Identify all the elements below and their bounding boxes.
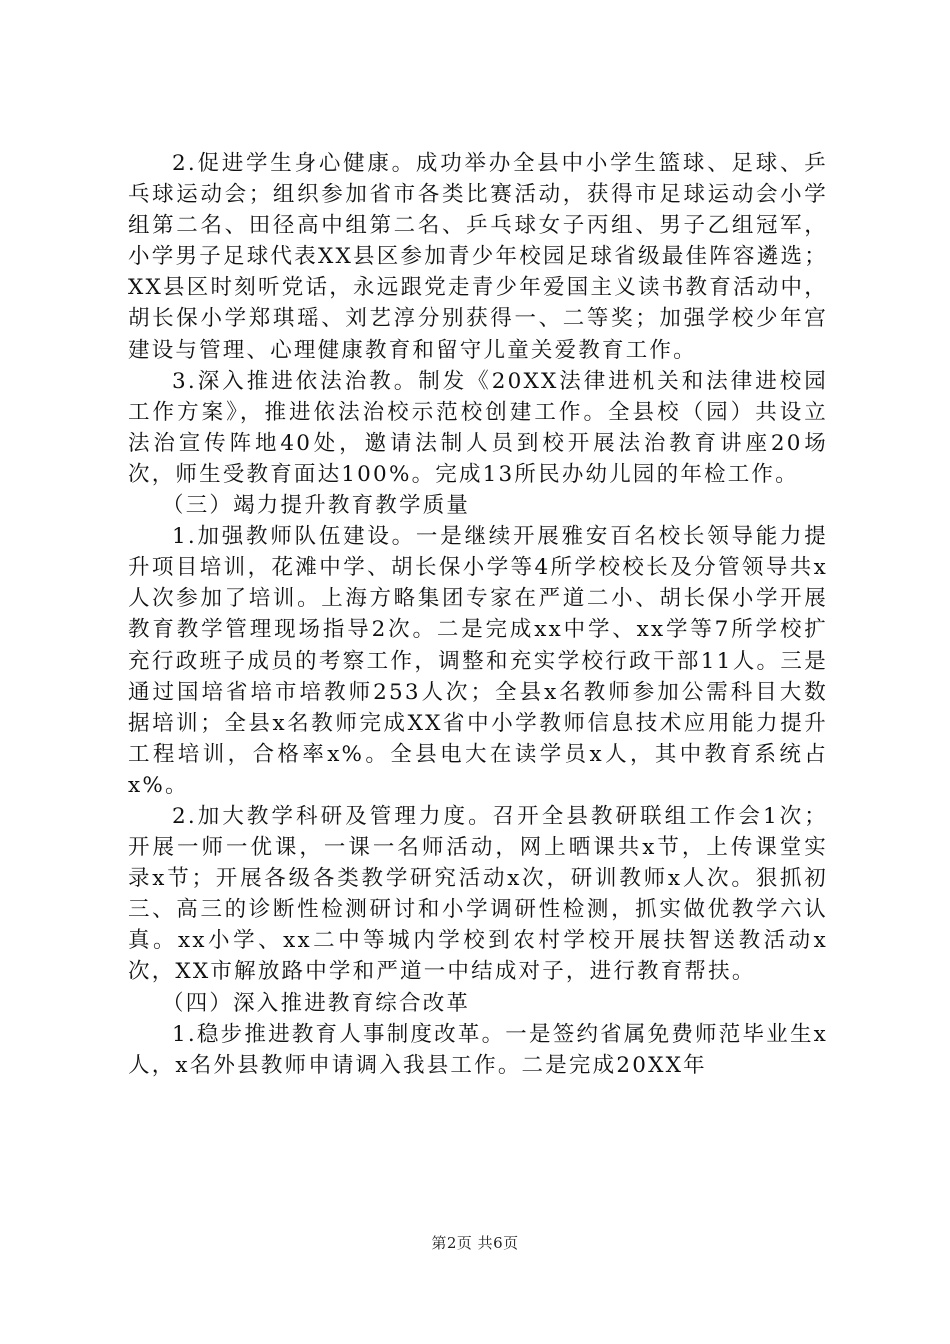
paragraph-teaching-research: 2.加大教学科研及管理力度。召开全县教研联组工作会1次；开展一师一优课，一课一名师活动，网上晒课共x节，上传课堂实录x节；开展各级各类教学研究活动x次，研训教师x人次。狠抓初三、高三的诊断性检测研讨和小学调研性检测，抓实做优教学六认真。xx小学、xx二中等城内学校到农村学校开展扶智送教活动x次，XX市解放路中学和严道一中结成对子，进行教育帮扶。 xyxy=(128,803,828,985)
paragraph-student-health: 2.促进学生身心健康。成功举办全县中小学生篮球、足球、乒乓球运动会；组织参加省市各类比赛活动，获得市足球运动会小学组第二名、田径高中组第二名、乒乓球女子丙组、男子乙组冠军，小学男子足球代表XX县区参加青少年校园足球省级最佳阵容遴选；XX县区时刻听党话，永远跟党走青少年爱国主义读书教育活动中，胡长保小学郑琪瑶、刘艺淳分别获得一、二等奖；加强学校少年宫建设与管理、心理健康教育和留守儿童关爱教育工作。 xyxy=(128,151,828,363)
page-number-footer: 第2页 共6页 xyxy=(431,1234,519,1252)
paragraph-teacher-team: 1.加强教师队伍建设。一是继续开展雅安百名校长领导能力提升项目培训，花滩中学、胡长保小学等4所学校校长及分管领导共x人次参加了培训。上海方略集团专家在严道二小、胡长保小学开展教育教学管理现场指导2次。二是完成xx中学、xx学等7所学校扩充行政班子成员的考察工作，调整和充实学校行政干部11人。三是通过国培省培市培教师253人次；全县x名教师参加公需科目大数据培训；全县x名教师完成XX省中小学教师信息技术应用能力提升工程培训，合格率x%。全县电大在读学员x人，其中教育系统占x%。 xyxy=(128,524,828,798)
paragraph-personnel-reform: 1.稳步推进教育人事制度改革。一是签约省属免费师范毕业生x人，x名外县教师申请调入我县工作。二是完成20XX年 xyxy=(128,1021,828,1078)
section-heading-3: （三）竭力提升教育教学质量 xyxy=(162,493,471,519)
paragraph-rule-of-law: 3.深入推进依法治教。制发《20XX法律进机关和法律进校园工作方案》，推进依法治校示范校创建工作。全县校（园）共设立法治宣传阵地40处，邀请法制人员到校开展法治教育讲座20场次，师生受教育面达100%。完成13所民办幼儿园的年检工作。 xyxy=(128,368,828,487)
section-heading-4: （四）深入推进教育综合改革 xyxy=(162,990,471,1016)
document-body xyxy=(128,148,828,1081)
